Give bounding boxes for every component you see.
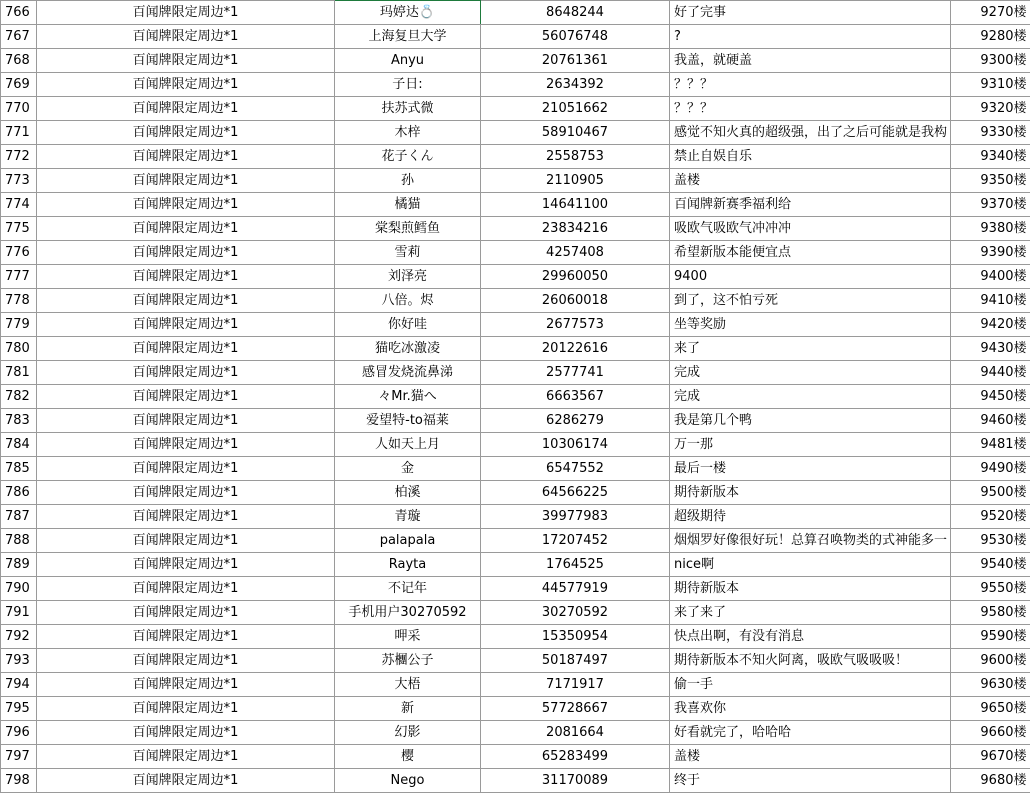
row-number-cell[interactable]: 797	[1, 745, 37, 769]
floor-cell[interactable]: 9380楼	[951, 217, 1030, 241]
nickname-cell[interactable]: 樱	[335, 745, 481, 769]
floor-cell[interactable]: 9410楼	[951, 289, 1030, 313]
nickname-cell[interactable]: Nego	[335, 769, 481, 793]
row-number-cell[interactable]: 777	[1, 265, 37, 289]
floor-cell[interactable]: 9300楼	[951, 49, 1030, 73]
table-row	[1, 697, 1030, 721]
row-number-cell[interactable]: 775	[1, 217, 37, 241]
prize-cell[interactable]: 百闻牌限定周边*1	[37, 25, 335, 49]
prize-cell[interactable]: 百闻牌限定周边*1	[37, 217, 335, 241]
prize-cell[interactable]: 百闻牌限定周边*1	[37, 433, 335, 457]
comment-cell[interactable]: 盖楼	[670, 745, 951, 769]
comment-cell[interactable]: 最后一楼	[670, 457, 951, 481]
comment-cell[interactable]: 盖楼	[670, 169, 951, 193]
floor-cell[interactable]: 9630楼	[951, 673, 1030, 697]
nickname-cell[interactable]: 幻影	[335, 721, 481, 745]
comment-cell[interactable]: 期待新版本不知火阿离，吸欧气吸吸吸！	[670, 649, 951, 673]
row-number-cell[interactable]: 778	[1, 289, 37, 313]
row-number-cell[interactable]: 766	[1, 1, 37, 25]
row-number-cell[interactable]: 774	[1, 193, 37, 217]
comment-cell[interactable]: 完成	[670, 385, 951, 409]
prize-cell[interactable]: 百闻牌限定周边*1	[37, 73, 335, 97]
floor-cell[interactable]: 9670楼	[951, 745, 1030, 769]
table-row	[1, 49, 1030, 73]
row-number-cell[interactable]: 768	[1, 49, 37, 73]
nickname-cell[interactable]: 人如天上月	[335, 433, 481, 457]
prize-cell[interactable]: 百闻牌限定周边*1	[37, 265, 335, 289]
prize-cell[interactable]: 百闻牌限定周边*1	[37, 529, 335, 553]
row-number-cell[interactable]: 794	[1, 673, 37, 697]
comment-cell[interactable]: 来了来了	[670, 601, 951, 625]
floor-cell[interactable]: 9500楼	[951, 481, 1030, 505]
user-id-cell[interactable]: 2677573	[481, 313, 670, 337]
floor-cell[interactable]: 9270楼	[951, 1, 1030, 25]
prize-cell[interactable]: 百闻牌限定周边*1	[37, 313, 335, 337]
user-id-cell[interactable]: 2577741	[481, 361, 670, 385]
floor-cell[interactable]: 9330楼	[951, 121, 1030, 145]
comment-cell[interactable]: 希望新版本能便宜点	[670, 241, 951, 265]
table-row	[1, 409, 1030, 433]
prize-cell[interactable]: 百闻牌限定周边*1	[37, 361, 335, 385]
nickname-cell[interactable]: 刘泽亮	[335, 265, 481, 289]
prize-cell[interactable]: 百闻牌限定周边*1	[37, 625, 335, 649]
comment-cell[interactable]: 期待新版本	[670, 577, 951, 601]
prize-cell[interactable]: 百闻牌限定周边*1	[37, 721, 335, 745]
floor-cell[interactable]: 9450楼	[951, 385, 1030, 409]
row-number-cell[interactable]: 791	[1, 601, 37, 625]
user-id-cell[interactable]: 44577919	[481, 577, 670, 601]
table-row	[1, 313, 1030, 337]
comment-cell[interactable]: 我是第几个鸭	[670, 409, 951, 433]
floor-cell[interactable]: 9530楼	[951, 529, 1030, 553]
row-number-cell[interactable]: 769	[1, 73, 37, 97]
floor-cell[interactable]: 9320楼	[951, 97, 1030, 121]
table-row	[1, 337, 1030, 361]
prize-cell[interactable]: 百闻牌限定周边*1	[37, 481, 335, 505]
user-id-cell[interactable]: 17207452	[481, 529, 670, 553]
row-number-cell[interactable]: 788	[1, 529, 37, 553]
user-id-cell[interactable]: 2081664	[481, 721, 670, 745]
table-row	[1, 649, 1030, 673]
prize-cell[interactable]: 百闻牌限定周边*1	[37, 385, 335, 409]
floor-cell[interactable]: 9550楼	[951, 577, 1030, 601]
row-number-cell[interactable]: 776	[1, 241, 37, 265]
user-id-cell[interactable]: 14641100	[481, 193, 670, 217]
row-number-cell[interactable]: 773	[1, 169, 37, 193]
row-number-cell[interactable]: 767	[1, 25, 37, 49]
row-number-cell[interactable]: 790	[1, 577, 37, 601]
row-number-cell[interactable]: 789	[1, 553, 37, 577]
user-id-cell[interactable]: 6286279	[481, 409, 670, 433]
table-row	[1, 265, 1030, 289]
comment-cell[interactable]: 万一那	[670, 433, 951, 457]
table-row	[1, 601, 1030, 625]
comment-cell[interactable]: 我喜欢你	[670, 697, 951, 721]
nickname-cell[interactable]: 木梓	[335, 121, 481, 145]
nickname-cell[interactable]: 苏檲公子	[335, 649, 481, 673]
user-id-cell[interactable]: 21051662	[481, 97, 670, 121]
comment-cell[interactable]: 终于	[670, 769, 951, 793]
nickname-cell[interactable]: 橘猫	[335, 193, 481, 217]
prize-cell[interactable]: 百闻牌限定周边*1	[37, 1, 335, 25]
user-id-cell[interactable]: 6663567	[481, 385, 670, 409]
nickname-cell[interactable]: 八倍。烬	[335, 289, 481, 313]
user-id-cell[interactable]: 20122616	[481, 337, 670, 361]
comment-cell[interactable]: 到了，这不怕亏死	[670, 289, 951, 313]
table-row	[1, 721, 1030, 745]
table-row	[1, 241, 1030, 265]
user-id-cell[interactable]: 50187497	[481, 649, 670, 673]
table-row	[1, 505, 1030, 529]
nickname-cell[interactable]: 猫吃冰激凌	[335, 337, 481, 361]
floor-cell[interactable]: 9350楼	[951, 169, 1030, 193]
table-body	[1, 1, 1030, 793]
row-number-cell[interactable]: 796	[1, 721, 37, 745]
prize-cell[interactable]: 百闻牌限定周边*1	[37, 769, 335, 793]
prize-cell[interactable]: 百闻牌限定周边*1	[37, 649, 335, 673]
floor-cell[interactable]: 9280楼	[951, 25, 1030, 49]
user-id-cell[interactable]: 57728667	[481, 697, 670, 721]
floor-cell[interactable]: 9660楼	[951, 721, 1030, 745]
nickname-cell[interactable]: 金	[335, 457, 481, 481]
floor-cell[interactable]: 9460楼	[951, 409, 1030, 433]
nickname-cell[interactable]: 花子くん	[335, 145, 481, 169]
row-number-cell[interactable]: 781	[1, 361, 37, 385]
user-id-cell[interactable]: 15350954	[481, 625, 670, 649]
nickname-cell[interactable]: 新	[335, 697, 481, 721]
table-row	[1, 457, 1030, 481]
nickname-cell[interactable]: 々Mr.猫へ	[335, 385, 481, 409]
floor-cell[interactable]: 9600楼	[951, 649, 1030, 673]
user-id-cell[interactable]: 1764525	[481, 553, 670, 577]
comment-cell[interactable]: 禁止自娱自乐	[670, 145, 951, 169]
user-id-cell[interactable]: 6547552	[481, 457, 670, 481]
comment-cell[interactable]: 百闻牌新赛季福利给	[670, 193, 951, 217]
user-id-cell[interactable]: 8648244	[481, 1, 670, 25]
comment-cell[interactable]: 超级期待	[670, 505, 951, 529]
nickname-cell[interactable]: 孙	[335, 169, 481, 193]
prize-cell[interactable]: 百闻牌限定周边*1	[37, 169, 335, 193]
table-row	[1, 529, 1030, 553]
table-row	[1, 481, 1030, 505]
comment-cell[interactable]: ？？？	[670, 97, 951, 121]
floor-cell[interactable]: 9400楼	[951, 265, 1030, 289]
prize-cell[interactable]: 百闻牌限定周边*1	[37, 49, 335, 73]
row-number-cell[interactable]: 785	[1, 457, 37, 481]
user-id-cell[interactable]: 26060018	[481, 289, 670, 313]
table-row	[1, 289, 1030, 313]
nickname-cell[interactable]: Anyu	[335, 49, 481, 73]
table-row	[1, 73, 1030, 97]
table-row	[1, 745, 1030, 769]
nickname-cell[interactable]: 呷采	[335, 625, 481, 649]
floor-cell[interactable]: 9430楼	[951, 337, 1030, 361]
nickname-cell[interactable]: 雪莉	[335, 241, 481, 265]
nickname-cell[interactable]: 青璇	[335, 505, 481, 529]
prize-cell[interactable]: 百闻牌限定周边*1	[37, 697, 335, 721]
nickname-cell[interactable]: 子日:	[335, 73, 481, 97]
nickname-cell[interactable]: 感冒发烧流鼻涕	[335, 361, 481, 385]
row-number-cell[interactable]: 771	[1, 121, 37, 145]
floor-cell[interactable]: 9650楼	[951, 697, 1030, 721]
comment-cell[interactable]: 我盖，就硬盖	[670, 49, 951, 73]
prize-cell[interactable]: 百闻牌限定周边*1	[37, 241, 335, 265]
table-row	[1, 673, 1030, 697]
floor-cell[interactable]: 9490楼	[951, 457, 1030, 481]
table-row	[1, 217, 1030, 241]
comment-cell[interactable]: 吸欧气吸欧气冲冲冲	[670, 217, 951, 241]
table-row	[1, 25, 1030, 49]
user-id-cell[interactable]: 65283499	[481, 745, 670, 769]
floor-cell[interactable]: 9310楼	[951, 73, 1030, 97]
row-number-cell[interactable]: 783	[1, 409, 37, 433]
comment-cell[interactable]: ?	[670, 25, 951, 49]
row-number-cell[interactable]: 787	[1, 505, 37, 529]
row-number-cell[interactable]: 782	[1, 385, 37, 409]
row-number-cell[interactable]: 798	[1, 769, 37, 793]
table-row	[1, 121, 1030, 145]
user-id-cell[interactable]: 7171917	[481, 673, 670, 697]
table-row	[1, 169, 1030, 193]
user-id-cell[interactable]: 29960050	[481, 265, 670, 289]
nickname-cell[interactable]: 玛婷达💍	[335, 1, 481, 25]
comment-cell[interactable]: 好了完事	[670, 1, 951, 25]
table-row	[1, 193, 1030, 217]
user-id-cell[interactable]: 4257408	[481, 241, 670, 265]
prize-cell[interactable]: 百闻牌限定周边*1	[37, 601, 335, 625]
user-id-cell[interactable]: 39977983	[481, 505, 670, 529]
floor-cell[interactable]: 9370楼	[951, 193, 1030, 217]
floor-cell[interactable]: 9590楼	[951, 625, 1030, 649]
prize-cell[interactable]: 百闻牌限定周边*1	[37, 193, 335, 217]
table-row	[1, 361, 1030, 385]
user-id-cell[interactable]: 56076748	[481, 25, 670, 49]
comment-cell[interactable]: nice啊	[670, 553, 951, 577]
floor-cell[interactable]: 9520楼	[951, 505, 1030, 529]
row-number-cell[interactable]: 784	[1, 433, 37, 457]
user-id-cell[interactable]: 2634392	[481, 73, 670, 97]
row-number-cell[interactable]: 780	[1, 337, 37, 361]
floor-cell[interactable]: 9580楼	[951, 601, 1030, 625]
row-number-cell[interactable]: 786	[1, 481, 37, 505]
comment-cell[interactable]: ？？？	[670, 73, 951, 97]
nickname-cell[interactable]: 棠梨煎鳕鱼	[335, 217, 481, 241]
nickname-cell[interactable]: 不记年	[335, 577, 481, 601]
table-row	[1, 553, 1030, 577]
user-id-cell[interactable]: 10306174	[481, 433, 670, 457]
user-id-cell[interactable]: 58910467	[481, 121, 670, 145]
prize-cell[interactable]: 百闻牌限定周边*1	[37, 121, 335, 145]
user-id-cell[interactable]: 31170089	[481, 769, 670, 793]
table-row	[1, 769, 1030, 793]
floor-cell[interactable]: 9390楼	[951, 241, 1030, 265]
nickname-cell[interactable]: 扶苏式微	[335, 97, 481, 121]
floor-cell[interactable]: 9420楼	[951, 313, 1030, 337]
nickname-cell[interactable]: 手机用户30270592	[335, 601, 481, 625]
user-id-cell[interactable]: 64566225	[481, 481, 670, 505]
comment-cell[interactable]: 感觉不知火真的超级强，出了之后可能就是我构	[670, 121, 951, 145]
nickname-cell[interactable]: palapala	[335, 529, 481, 553]
row-number-cell[interactable]: 792	[1, 625, 37, 649]
nickname-cell[interactable]: Rayta	[335, 553, 481, 577]
prize-cell[interactable]: 百闻牌限定周边*1	[37, 745, 335, 769]
comment-cell[interactable]: 来了	[670, 337, 951, 361]
table-row	[1, 577, 1030, 601]
row-number-cell[interactable]: 795	[1, 697, 37, 721]
nickname-cell[interactable]: 上海复旦大学	[335, 25, 481, 49]
row-number-cell[interactable]: 779	[1, 313, 37, 337]
nickname-cell[interactable]: 爱望特-to福莱	[335, 409, 481, 433]
table-row	[1, 1, 1030, 25]
table-row	[1, 145, 1030, 169]
table-row	[1, 385, 1030, 409]
user-id-cell[interactable]: 2110905	[481, 169, 670, 193]
row-number-cell[interactable]: 793	[1, 649, 37, 673]
prize-cell[interactable]: 百闻牌限定周边*1	[37, 97, 335, 121]
floor-cell[interactable]: 9340楼	[951, 145, 1030, 169]
floor-cell[interactable]: 9680楼	[951, 769, 1030, 793]
user-id-cell[interactable]: 20761361	[481, 49, 670, 73]
prize-cell[interactable]: 百闻牌限定周边*1	[37, 505, 335, 529]
prize-cell[interactable]: 百闻牌限定周边*1	[37, 289, 335, 313]
nickname-cell[interactable]: 大梧	[335, 673, 481, 697]
table-row	[1, 625, 1030, 649]
user-id-cell[interactable]: 30270592	[481, 601, 670, 625]
table-row	[1, 433, 1030, 457]
prize-cell[interactable]: 百闻牌限定周边*1	[37, 553, 335, 577]
comment-cell[interactable]: 好看就完了，哈哈哈	[670, 721, 951, 745]
comment-cell[interactable]: 9400	[670, 265, 951, 289]
comment-cell[interactable]: 期待新版本	[670, 481, 951, 505]
prize-cell[interactable]: 百闻牌限定周边*1	[37, 457, 335, 481]
prize-cell[interactable]: 百闻牌限定周边*1	[37, 337, 335, 361]
floor-cell[interactable]: 9540楼	[951, 553, 1030, 577]
row-number-cell[interactable]: 770	[1, 97, 37, 121]
floor-cell[interactable]: 9440楼	[951, 361, 1030, 385]
comment-cell[interactable]: 完成	[670, 361, 951, 385]
prize-cell[interactable]: 百闻牌限定周边*1	[37, 673, 335, 697]
table-row	[1, 97, 1030, 121]
row-number-cell[interactable]: 772	[1, 145, 37, 169]
comment-cell[interactable]: 坐等奖励	[670, 313, 951, 337]
comment-cell[interactable]: 烟烟罗好像很好玩！总算召唤物类的式神能多一	[670, 529, 951, 553]
nickname-cell[interactable]: 你好哇	[335, 313, 481, 337]
user-id-cell[interactable]: 23834216	[481, 217, 670, 241]
comment-cell[interactable]: 快点出啊，有没有消息	[670, 625, 951, 649]
floor-cell[interactable]: 9481楼	[951, 433, 1030, 457]
comment-cell[interactable]: 偷一手	[670, 673, 951, 697]
prize-cell[interactable]: 百闻牌限定周边*1	[37, 409, 335, 433]
prize-cell[interactable]: 百闻牌限定周边*1	[37, 145, 335, 169]
user-id-cell[interactable]: 2558753	[481, 145, 670, 169]
prize-cell[interactable]: 百闻牌限定周边*1	[37, 577, 335, 601]
nickname-cell[interactable]: 柏溪	[335, 481, 481, 505]
